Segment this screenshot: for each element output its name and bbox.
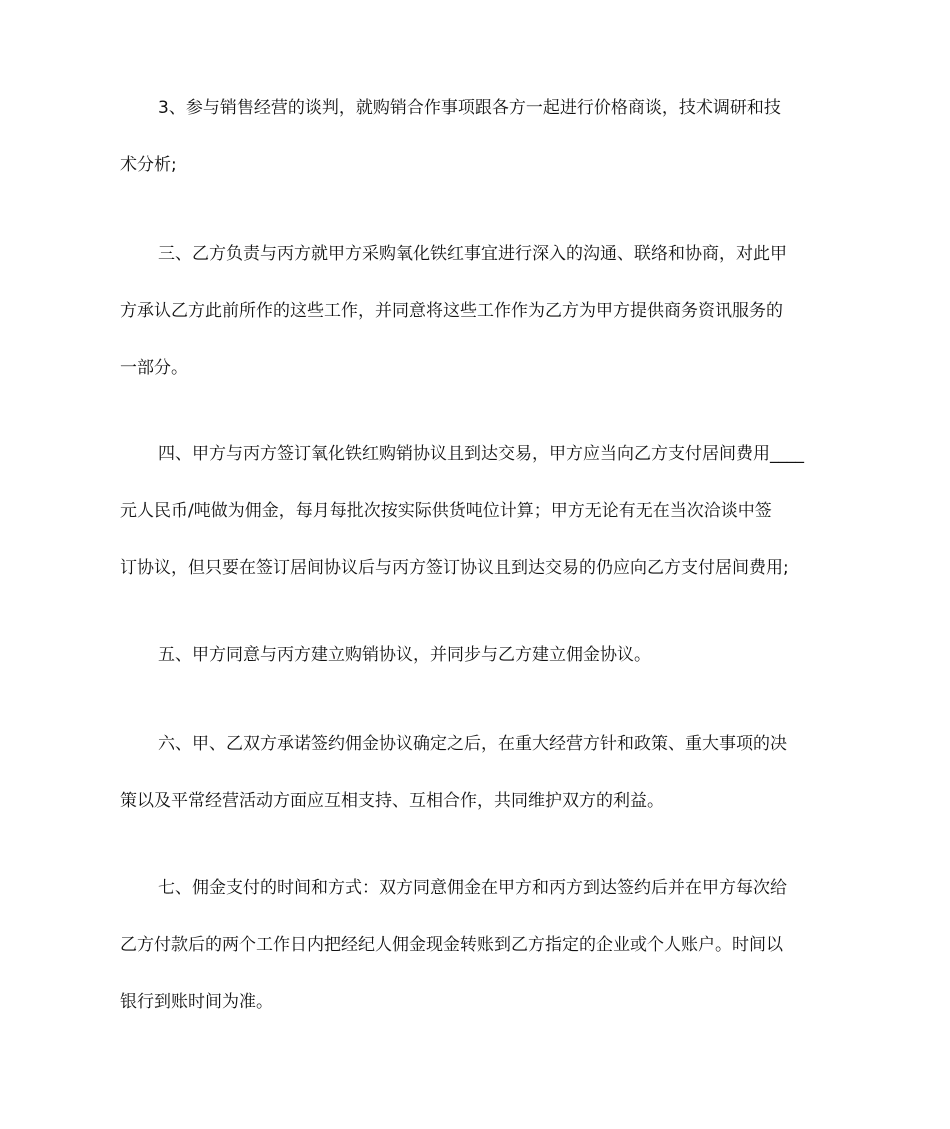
paragraph-clause-4 — [120, 426, 850, 597]
text-line: 3、参与销售经营的谈判，就购销合作事项跟各方一起进行价格商谈，技术调研和技 — [158, 98, 781, 118]
text-line: 方承认乙方此前所作的这些工作，并同意将这些工作作为乙方为甲方提供商务资讯服务的 — [120, 301, 783, 321]
text-line: 策以及平常经营活动方面应互相支持、互相合作，共同维护双方的利益。 — [120, 791, 664, 811]
paragraph-clause-3 — [120, 226, 850, 397]
text-line: 一部分。 — [120, 358, 188, 378]
text-line: 银行到账时间为准。 — [120, 992, 273, 1012]
text-line: 六、甲、乙双方承诺签约佣金协议确定之后，在重大经营方针和政策、重大事项的决 — [158, 734, 787, 754]
paragraph-clause-5 — [120, 627, 850, 684]
text-line: 术分析; — [120, 155, 177, 175]
paragraph-clause-7 — [120, 860, 850, 1031]
text-line: 五、甲方同意与丙方建立购销协议，并同步与乙方建立佣金协议。 — [158, 645, 651, 665]
paragraph-item-3 — [120, 80, 850, 194]
text-line: 三、乙方负责与丙方就甲方采购氧化铁红事宜进行深入的沟通、联络和协商，对此甲 — [158, 244, 787, 264]
text-line: 元人民币/吨做为佣金，每月每批次按实际供货吨位计算；甲方无论有无在当次洽谈中签 — [120, 501, 772, 521]
text-line: 乙方付款后的两个工作日内把经纪人佣金现金转账到乙方指定的企业或个人账户。时间以 — [120, 935, 783, 955]
text-line: 订协议，但只要在签订居间协议后与丙方签订协议且到达交易的仍应向乙方支付居间费用; — [120, 558, 789, 578]
text-line: 四、甲方与丙方签订氧化铁红购销协议且到达交易，甲方应当向乙方支付居间费用____ — [158, 444, 804, 464]
paragraph-clause-6 — [120, 716, 850, 830]
text-line: 七、佣金支付的时间和方式：双方同意佣金在甲方和丙方到达签约后并在甲方每次给 — [158, 878, 787, 898]
